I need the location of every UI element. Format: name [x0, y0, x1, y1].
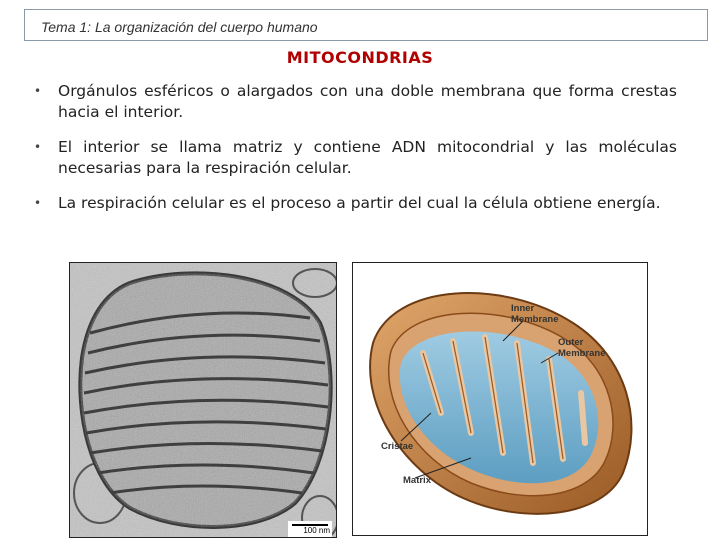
bullet-icon: • — [34, 140, 42, 154]
page-title: MITOCONDRIAS — [286, 48, 434, 67]
bullet-item — [34, 193, 677, 214]
bullet-item — [34, 137, 677, 179]
bullet-list — [34, 81, 677, 228]
micrograph-drawing — [70, 263, 337, 538]
label-outer-membrane: Outer Membrane — [558, 337, 606, 359]
scale-bar-label: 100 nm — [303, 526, 330, 535]
label-matrix: Matrix — [403, 475, 431, 486]
diagram-drawing — [353, 263, 648, 536]
mitochondria-diagram-image — [352, 262, 648, 536]
slide-header: Tema 1: La organización del cuerpo humano — [41, 19, 318, 35]
bullet-icon: • — [34, 84, 42, 98]
bullet-text: La respiración celular es el proceso a partir del cual la célula obtiene energía. — [58, 194, 661, 212]
bullet-text: Orgánulos esféricos o alargados con una doble membrana que forma crestas hacia el interior. — [58, 82, 677, 121]
bullet-item — [34, 81, 677, 123]
header-box — [24, 9, 708, 41]
label-cristae: Cristae — [381, 441, 414, 452]
label-inner-membrane: Inner Membrane — [511, 303, 559, 325]
bullet-icon: • — [34, 196, 42, 210]
mitochondria-micrograph-image — [69, 262, 337, 538]
bullet-text: El interior se llama matriz y contiene ADN mitocondrial y las moléculas necesarias para la respiración celular. — [58, 138, 677, 177]
